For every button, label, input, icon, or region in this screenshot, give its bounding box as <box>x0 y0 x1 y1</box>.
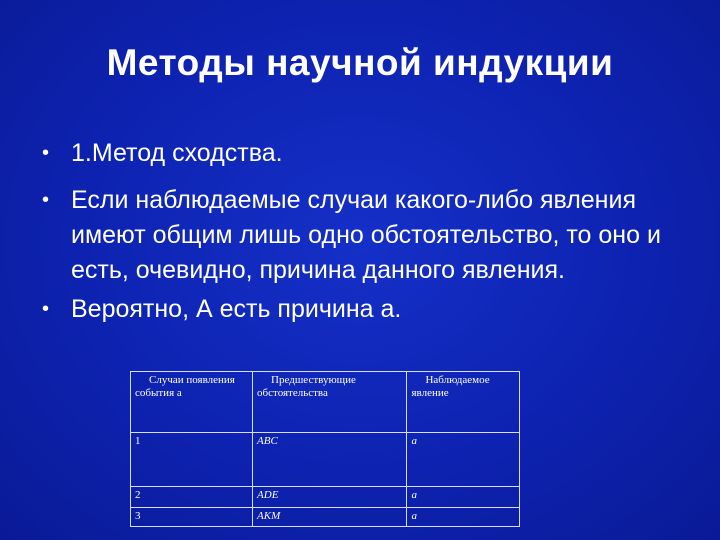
slide-title: Методы научной индукции <box>106 42 614 83</box>
cell-phenomenon: a <box>407 487 520 508</box>
cell-case-number: 3 <box>131 508 253 527</box>
bullet-marker: • <box>42 298 50 320</box>
cell-circumstances: AKM <box>253 508 407 527</box>
table-header-row <box>131 372 520 433</box>
cell-phenomenon: a <box>407 433 520 487</box>
bullet-item <box>40 136 700 171</box>
cell-phenomenon: a <box>407 508 520 527</box>
table-row <box>131 508 520 527</box>
table-row <box>131 433 520 487</box>
bullet-text: 1.Метод сходства. <box>71 139 283 167</box>
table-row <box>131 487 520 508</box>
bullet-item <box>40 183 700 288</box>
cell-case-number: 2 <box>131 487 253 508</box>
bullet-item <box>40 292 700 327</box>
cell-circumstances: ABC <box>253 433 407 487</box>
header-circumstances: Предшествующие обстоятельства <box>253 372 407 433</box>
bullet-text: Вероятно, А есть причина а. <box>71 295 402 323</box>
cell-circumstances: ADE <box>253 487 407 508</box>
cases-table <box>130 371 520 527</box>
header-phenomenon: Наблюдаемое явление <box>407 372 520 433</box>
cell-case-number: 1 <box>131 433 253 487</box>
header-cases: Случаи появления события а <box>131 372 253 433</box>
bullet-list <box>40 136 700 327</box>
bullet-marker: • <box>42 189 50 211</box>
bullet-text: Если наблюдаемые случаи какого-либо явления имеют общим лишь одно обстоятельство, то оно и есть, очевидно, причина данного явления. <box>71 186 661 284</box>
bullet-marker: • <box>42 142 50 164</box>
